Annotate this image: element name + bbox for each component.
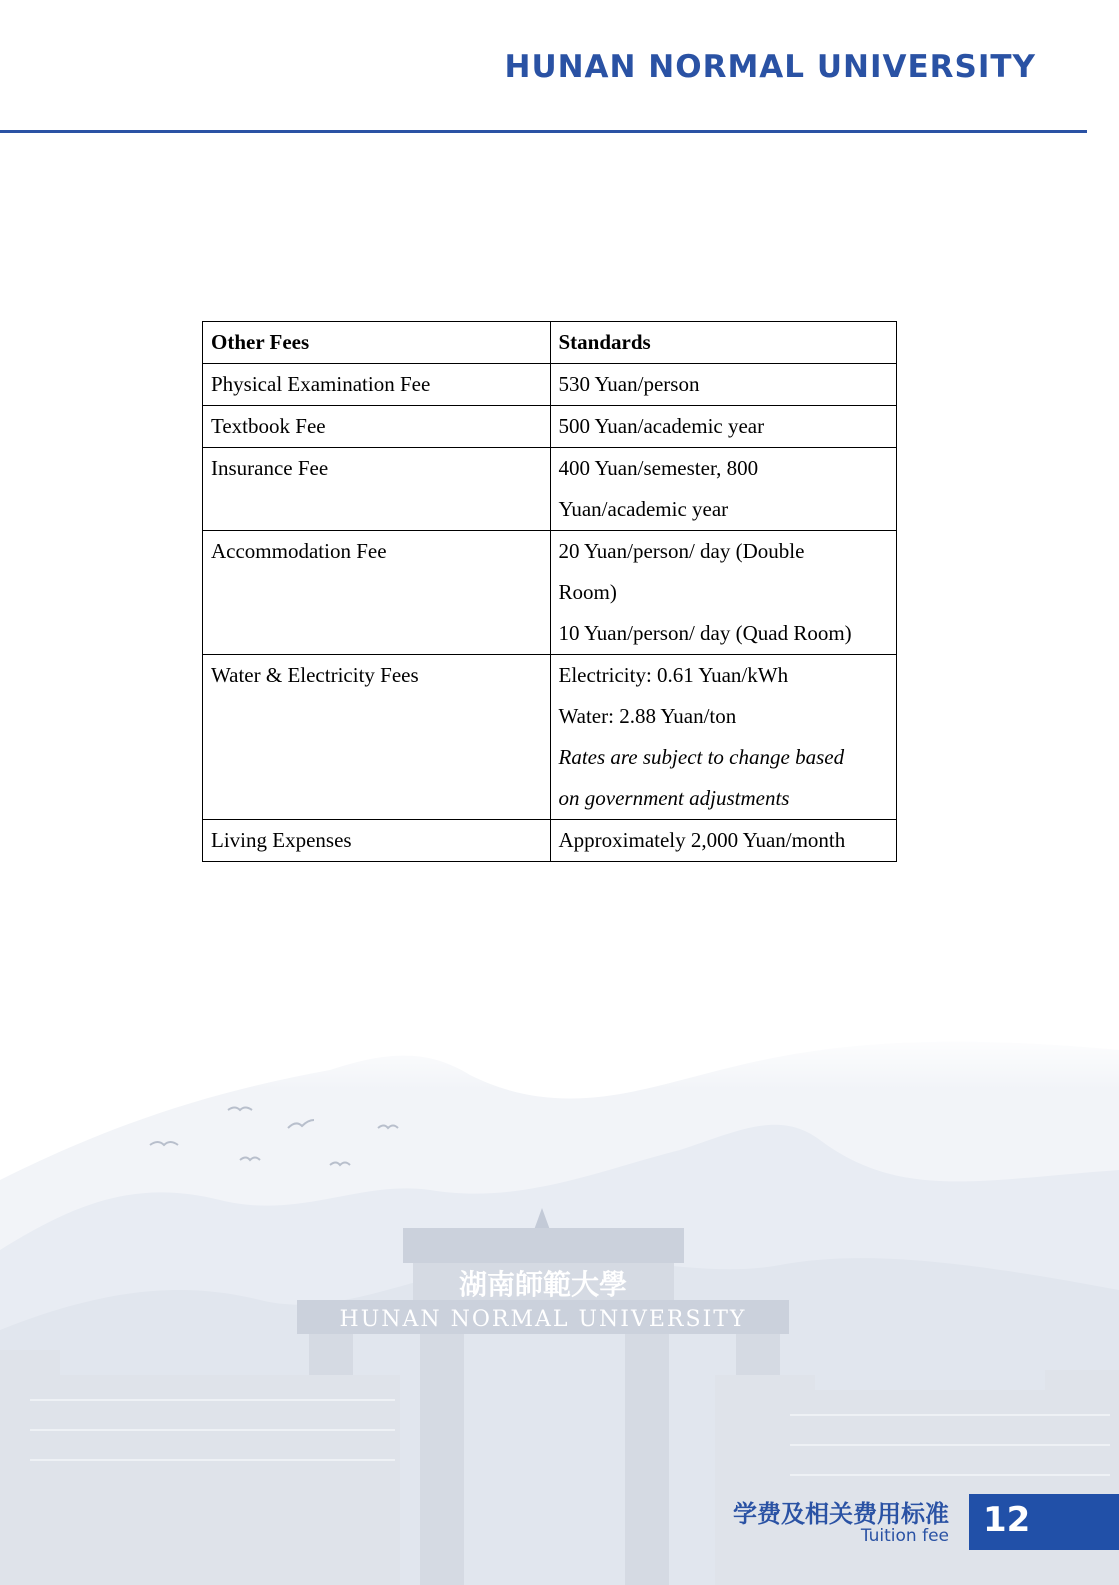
- standard-line: Electricity: 0.61 Yuan/kWh: [558, 663, 789, 687]
- table-row: [203, 820, 897, 862]
- standard-line: 400 Yuan/semester, 800: [558, 456, 759, 480]
- fee-name: Insurance Fee: [203, 448, 551, 531]
- table-row: [203, 531, 897, 655]
- fee-standard: [550, 820, 897, 862]
- column-header-other-fees: Other Fees: [203, 322, 551, 364]
- standard-line: Water: 2.88 Yuan/ton: [558, 704, 737, 728]
- standard-line: Room): [558, 580, 617, 604]
- table-header-row: [203, 322, 897, 364]
- fee-standard: [550, 364, 897, 406]
- standard-line: Approximately 2,000 Yuan/month: [558, 828, 846, 852]
- fee-standard: [550, 655, 897, 820]
- fee-name: Water & Electricity Fees: [203, 655, 551, 820]
- table-row: [203, 406, 897, 448]
- campus-gate-background: [0, 1030, 1119, 1585]
- standard-line: Yuan/academic year: [558, 497, 729, 521]
- page-number: 12: [983, 1500, 1031, 1540]
- column-header-standards: Standards: [550, 322, 897, 364]
- fee-name: Living Expenses: [203, 820, 551, 862]
- table-row: [203, 448, 897, 531]
- table-row: [203, 655, 897, 820]
- rate-note-line: on government adjustments: [558, 786, 790, 810]
- footer-title-cn: 学费及相关费用标准: [733, 1500, 949, 1528]
- standard-line: 20 Yuan/person/ day (Double: [558, 539, 805, 563]
- standard-line: 500 Yuan/academic year: [558, 414, 765, 438]
- footer-title-en: Tuition fee: [860, 1526, 949, 1546]
- fee-standard: [550, 448, 897, 531]
- fees-table: [202, 321, 897, 862]
- page-header-title: HUNAN NORMAL UNIVERSITY: [504, 49, 1036, 85]
- header-divider: [0, 130, 1087, 133]
- fee-name: Textbook Fee: [203, 406, 551, 448]
- fee-name: Accommodation Fee: [203, 531, 551, 655]
- fee-name: Physical Examination Fee: [203, 364, 551, 406]
- standard-line: 10 Yuan/person/ day (Quad Room): [558, 621, 852, 645]
- page-number-box: [969, 1494, 1119, 1550]
- fee-standard: [550, 531, 897, 655]
- fee-standard: [550, 406, 897, 448]
- gate-inscription-cn: 湖南師範大學: [458, 1268, 628, 1301]
- table-row: [203, 364, 897, 406]
- gate-inscription-en: HUNAN NORMAL UNIVERSITY: [339, 1307, 747, 1332]
- standard-line: 530 Yuan/person: [558, 372, 700, 396]
- rate-note-line: Rates are subject to change based: [558, 745, 845, 769]
